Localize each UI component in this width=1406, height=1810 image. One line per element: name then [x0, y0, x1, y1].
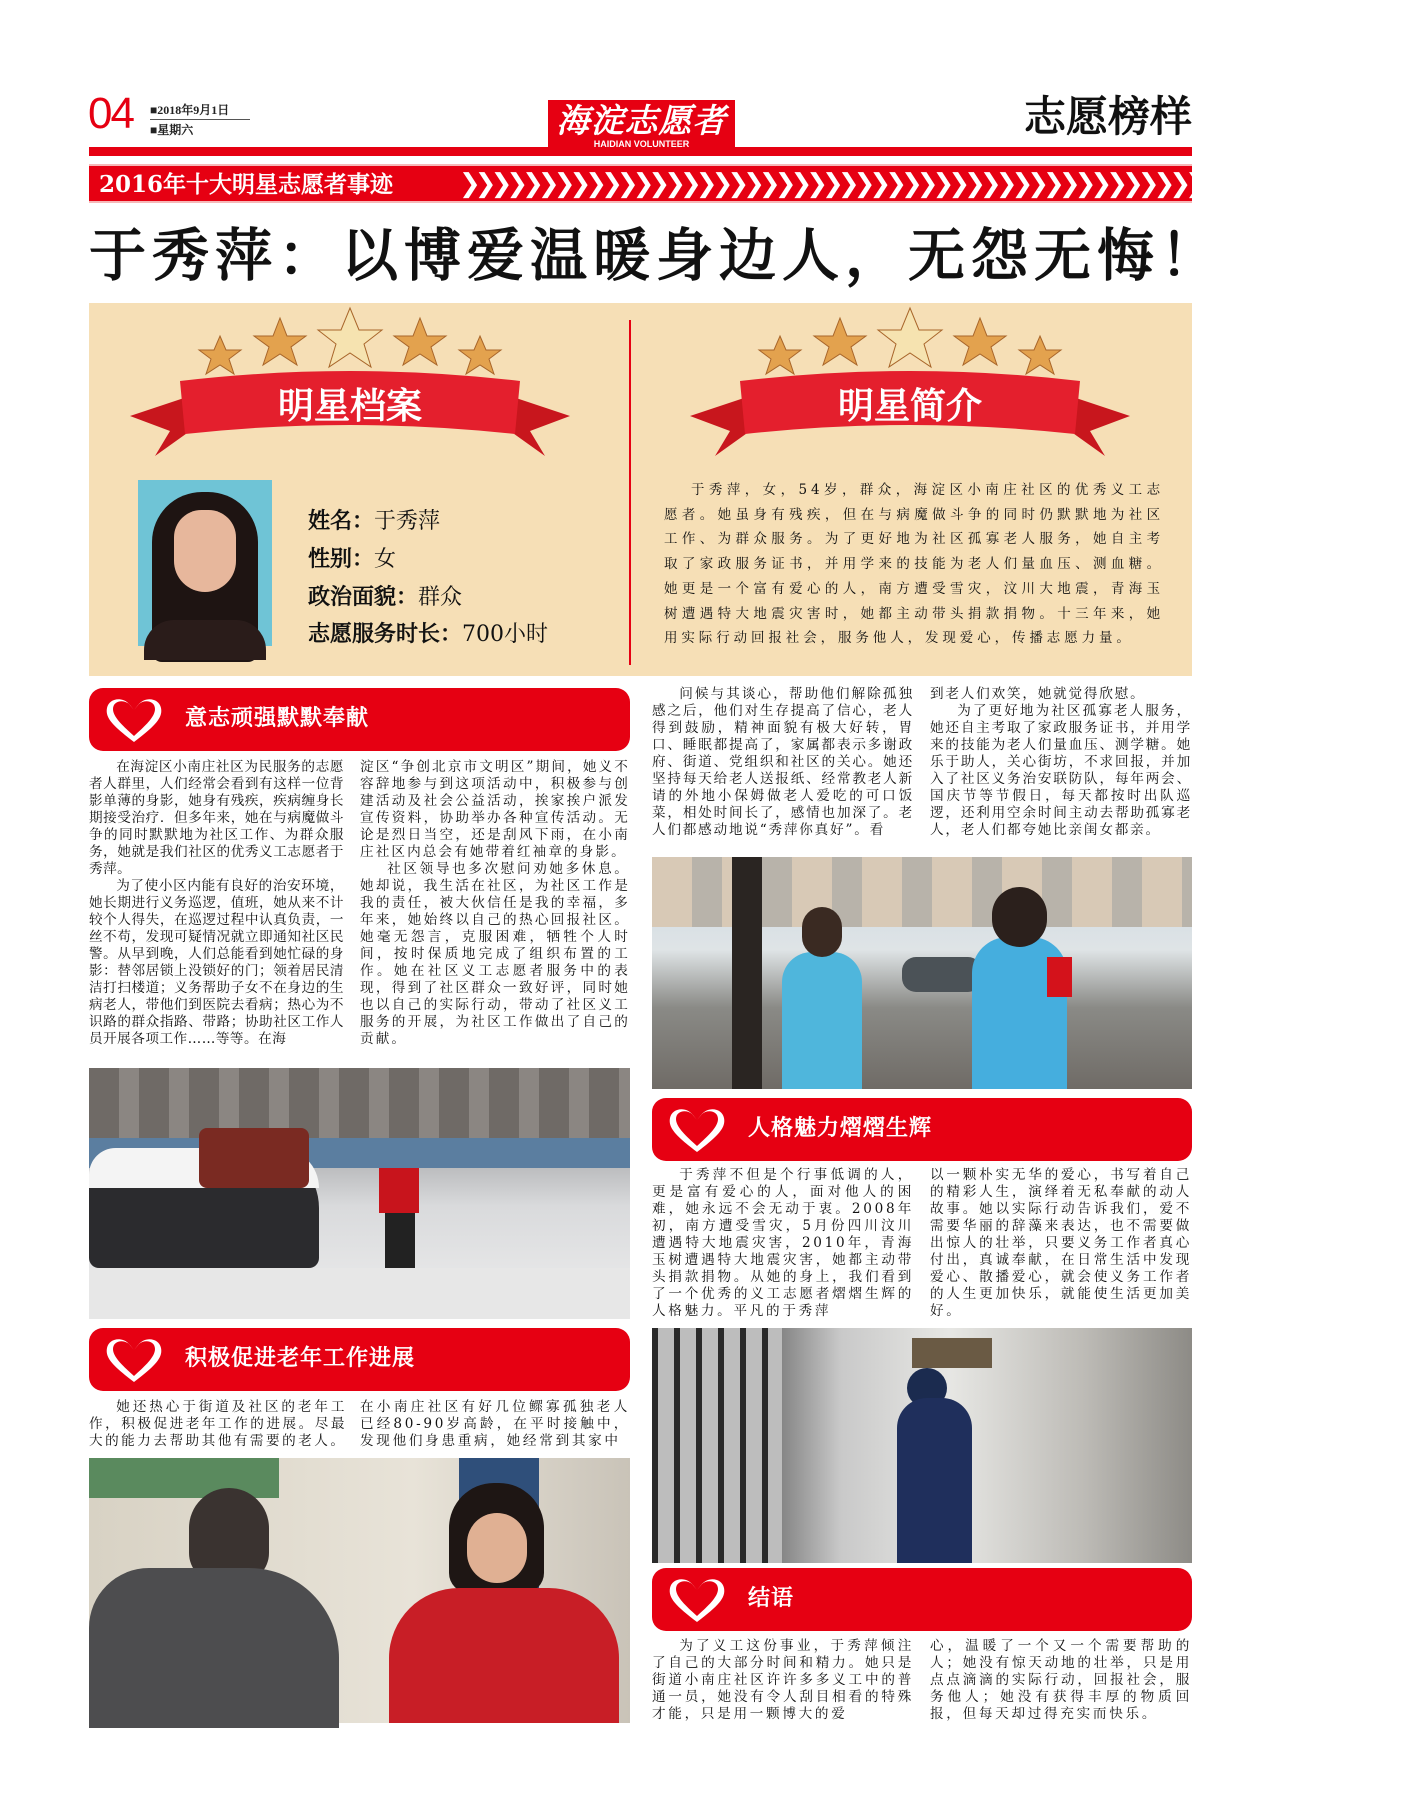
paragraph: 心，温暖了一个又一个需要帮助的人；她没有惊天动地的壮举，只是用点点滴滴的实际行动，回报社会，服务他人；她没有获得丰厚的物质回报，但每天却过得充实而快乐。 [930, 1638, 1192, 1722]
intro-text: 于秀萍，女，54岁，群众，海淀区小南庄社区的优秀义工志愿者。她虽身有残疾，但在与病魔做斗争的同时仍默默地为社区工作、为群众服务。为了更好地为社区孤寡老人服务，她自主考取了家政服务证书，并用学来的技能为老人们量血压、测血糖。她更是一个富有爱心的人，南方遭受雪灾，汶川大地震，青海玉树遭遇特大地震灾害时，她都主动带头捐款捐物。十三年来，她用实际行动回报社会，服务他人，发现爱心，传播志愿力量。 [664, 482, 1164, 647]
section-1-col-a [89, 759, 344, 1048]
photo-giving-water [652, 857, 1192, 1089]
stars-icon [199, 308, 501, 374]
profile-label: 志愿服务时长： [308, 622, 463, 647]
profile-value: 于秀萍 [374, 509, 441, 534]
paragraph: 社区领导也多次慰问劝她多休息。她却说，我生活在社区，为社区工作是我的责任，被大伙信任是我的幸福，多年来，她始终以自己的热心回报社区。她毫无怨言，克服困难，牺牲个人时间，按时保质地完成了组织布置的工作。她在社区义工志愿者服务中的表现，得到了社区群众一致好评，同时她也以自己的实际行动，带动了社区义工服务的开展，为社区工作做出了自己的贡献。 [360, 861, 630, 1047]
paragraph: 淀区“争创北京市文明区”期间，她义不容辞地参与到这项活动中，积极参与创建活动及社会公益活动，挨家挨户派发宣传资料，协助举办各种宣传活动。无论是烈日当空，还是刮风下雨，在小南庄社区内总会有她带着红袖章的身影。 [360, 759, 630, 860]
ribbon-title-intro: 明星简介 [837, 385, 983, 427]
profile-value: 700小时 [462, 622, 549, 647]
heart-hands-icon [666, 1576, 728, 1624]
photo-stairwell-elder [652, 1328, 1192, 1563]
heart-hands-icon [103, 1336, 165, 1384]
photo-snow-sweeping [89, 1068, 630, 1319]
section-4-col-b [930, 1638, 1192, 1723]
section-header-2 [89, 1328, 630, 1391]
section-2-cont-col-b [930, 686, 1192, 839]
logo-english: HAIDIAN VOLUNTEER [593, 139, 690, 149]
paragraph: 问候与其谈心，帮助他们解除孤独感之后，他们对生存提高了信心，老人得到鼓励，精神面貌有极大好转，胃口、睡眠都提高了，家属都表示多谢政府、街道、党组织和社区的关心。她还坚持每天给老人送报纸、经常教老人新请的外地小保姆做老人爱吃的可口饭菜，相处时间长了，感情也加深了。老人们都感动地说“秀萍你真好”。看 [652, 686, 914, 838]
ribbon-star-intro [690, 306, 1130, 456]
section-2-col-b [360, 1399, 630, 1450]
paragraph: 她还热心于街道及社区的老年工作，积极促进老年工作的进展。尽最大的能力去帮助其他有需要的老人。 [89, 1399, 347, 1449]
panel-divider [629, 320, 631, 665]
section-1-col-b [360, 759, 630, 1048]
section-2-col-a [89, 1399, 347, 1450]
section-3-col-b [930, 1167, 1192, 1320]
profile-name-row [308, 511, 440, 533]
page-number: 04 [88, 89, 133, 138]
issue-date: ■2018年9月1日 [150, 103, 230, 117]
profile-label: 政治面貌： [308, 585, 419, 610]
logo-chinese: 海淀志愿者 [556, 101, 727, 140]
paragraph: 在海淀区小南庄社区为民服务的志愿者人群里，人们经常会看到有这样一位背影单薄的身影，她身有残疾，疾病缠身长期接受治疗．但多年来，她在与病魔做斗争的同时默默地为社区工作、为群众服务，她就是我们社区的优秀义工志愿者于秀萍。 [89, 759, 344, 877]
issue-weekday: ■星期六 [150, 123, 194, 137]
profile-hours-row [308, 624, 548, 646]
section-header-4 [652, 1568, 1192, 1631]
heart-hands-icon [103, 696, 165, 744]
paragraph: 以一颗朴实无华的爱心，书写着自己的精彩人生，演绎着无私奉献的动人故事。她以实际行动告诉我们，爱不需要华丽的辞藻来表达，也不需要做出惊人的壮举，只要义务工作者真心付出，真诚奉献，在日常生活中发现爱心、散播爱心，就会使义务工作者的人生更加快乐，就能使生活更加美好。 [930, 1167, 1192, 1319]
section-title: 人格魅力熠熠生辉 [748, 1115, 933, 1141]
newspaper-logo [548, 100, 735, 156]
paragraph: 于秀萍不但是个行事低调的人，更是富有爱心的人，面对他人的困难，她永远不会无动于衷。2008年初，南方遭受雪灾，5月份四川汶川遭遇特大地震灾害，2010年，青海玉树遭遇特大地震灾害，她都主动带头捐款捐物。从她的身上，我们看到了一个优秀的义工志愿者熠熠生辉的人格魅力。平凡的于秀萍 [652, 1167, 914, 1319]
portrait-photo [138, 480, 272, 646]
photo-blood-pressure-check [89, 1458, 630, 1723]
date-divider [150, 119, 250, 120]
column-title: 志愿榜样 [1023, 92, 1192, 141]
chevron-decoration-icon: ❯❯❯❯❯❯❯❯❯❯❯❯❯❯❯❯❯❯❯❯❯❯❯❯❯❯❯❯❯❯❯❯❯❯❯❯❯❯❯❯❯❯❯❯❯❯❯❯❯❯❯❯❯❯❯❯❯❯❯❯ [459, 169, 1406, 199]
heart-hands-icon [666, 1106, 728, 1154]
section-3-col-a [652, 1167, 914, 1320]
section-header-1 [89, 688, 630, 751]
section-4-col-a [652, 1638, 914, 1723]
profile-value: 群众 [418, 585, 463, 610]
paragraph: 为了义工这份事业，于秀萍倾注了自己的大部分时间和精力。她只是街道小南庄社区许许多多义工中的普通一员，她没有令人刮目相看的特殊才能，只是用一颗博大的爱 [652, 1638, 914, 1722]
profile-label: 姓名： [308, 509, 375, 534]
ribbon-title-profile: 明星档案 [277, 385, 423, 427]
profile-political-row [308, 587, 462, 609]
paragraph: 为了更好地为社区孤寡老人服务，她还自主考取了家政服务证书，并用学来的技能为老人们量血压、测学糖。她乐于助人，关心街坊，不求回报，并加入了社区义务治安联防队，每年两会、国庆节等节假日，每天都按时出队巡逻，还利用空余时间主动去帮助孤寡老人，老人们都夸她比亲闺女都亲。 [930, 703, 1192, 838]
stars-icon [759, 308, 1061, 374]
profile-value: 女 [374, 547, 397, 572]
paragraph: 在小南庄社区有好几位鳏寡孤独老人已经80-90岁高龄，在平时接触中，发现他们身患重病，她经常到其家中 [360, 1399, 630, 1449]
section-title: 积极促进老年工作进展 [185, 1345, 416, 1371]
profile-gender-row [308, 549, 396, 571]
ribbon-star-profile [130, 306, 570, 456]
section-title: 意志顽强默默奉献 [185, 705, 370, 731]
section-header-3 [652, 1098, 1192, 1161]
series-banner [89, 164, 1406, 203]
paragraph: 到老人们欢笑，她就觉得欣慰。 [930, 686, 1146, 702]
profile-label: 性别： [308, 547, 375, 572]
paragraph: 为了使小区内能有良好的治安环境，她长期进行义务巡逻，值班，她从来不计较个人得失，在巡逻过程中认真负责，一丝不苟，发现可疑情况就立即通知社区民警。从早到晚，人们总能看到她忙碌的身影：替邻居锁上没锁好的门；领着居民清洁打扫楼道；义务帮助子女不在身边的生病老人，带他们到医院去看病；热心为不识路的群众指路、带路；协助社区工作人员开展各项工作……等等。在海 [89, 878, 344, 1047]
section-2-cont-col-a [652, 686, 914, 839]
section-title: 结语 [748, 1585, 795, 1611]
series-title: 2016年十大明星志愿者事迹 [99, 171, 394, 198]
article-headline: 于秀萍：以博爱温暖身边人，无怨无悔！ [89, 222, 1223, 289]
